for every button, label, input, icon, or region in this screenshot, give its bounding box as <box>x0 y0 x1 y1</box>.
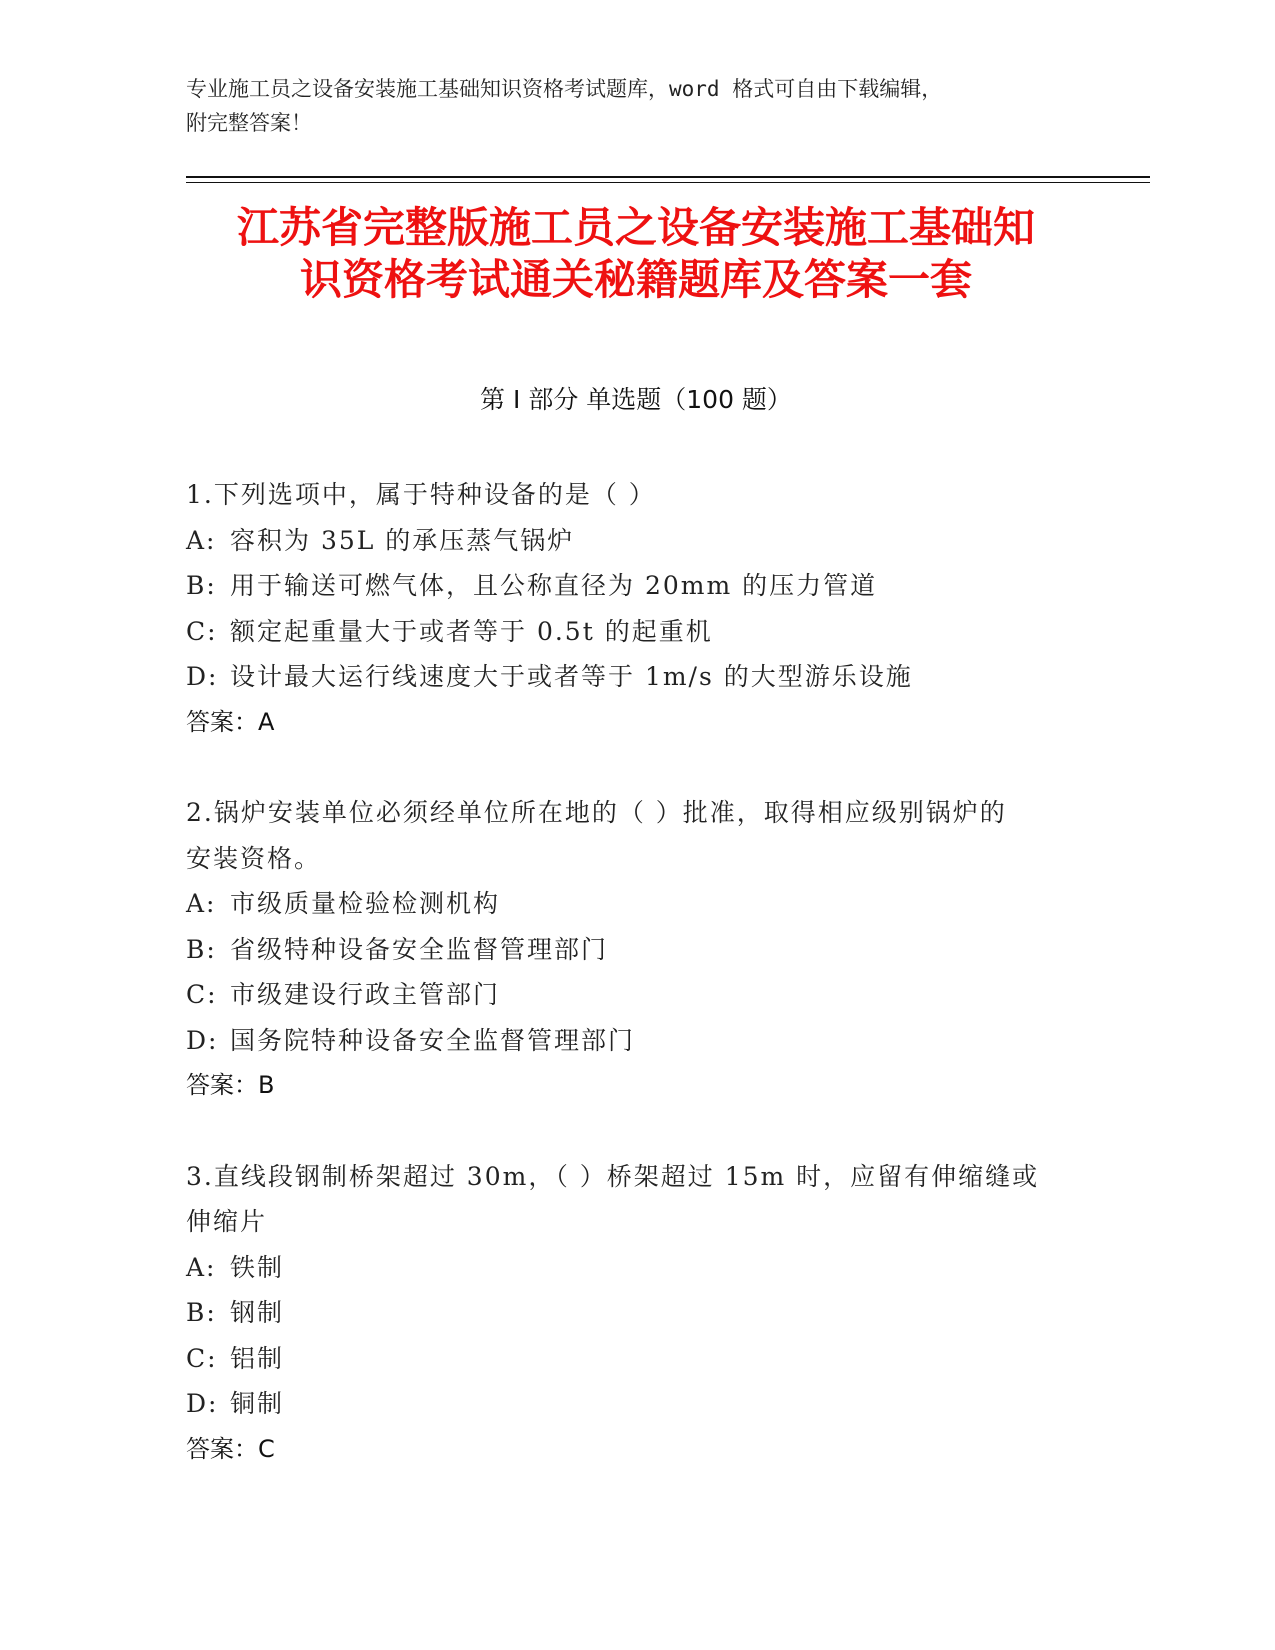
question-stem-line: 伸缩片 <box>186 1207 268 1236</box>
option-letter: A: <box>186 1252 217 1282</box>
question-stem-line: 2.锅炉安装单位必须经单位所在地的（ ）批准，取得相应级别锅炉的 <box>186 798 1007 827</box>
option-text: 铝制 <box>230 1343 285 1373</box>
header-note-line-2: 附完整答案！ <box>186 111 312 135</box>
question-1 <box>186 472 1086 745</box>
option-letter: C: <box>186 1343 218 1373</box>
option-text: 市级质量检验检测机构 <box>230 889 501 918</box>
answer-prefix: 答案： <box>186 1434 258 1463</box>
option-letter: B: <box>186 1298 217 1327</box>
option-text: 容积为 35L 的承压蒸气锅炉 <box>230 525 575 555</box>
option-letter: A: <box>186 889 217 918</box>
option-b <box>186 927 1086 973</box>
option-text: 铁制 <box>230 1252 285 1282</box>
answer-line <box>186 1427 1086 1473</box>
option-a <box>186 518 1086 564</box>
question-stem-line: 安装资格。 <box>186 843 322 873</box>
question-3 <box>186 1154 1086 1473</box>
question-stem-line: 1.下列选项中，属于特种设备的是（ ） <box>186 480 656 509</box>
header-note-line-1: 专业施工员之设备安装施工基础知识资格考试题库，word 格式可自由下载编辑， <box>186 77 943 101</box>
option-text: 省级特种设备安全监督管理部门 <box>230 934 609 964</box>
option-letter: C: <box>186 980 218 1009</box>
option-c <box>186 1336 1086 1382</box>
answer-prefix: 答案： <box>186 1071 258 1099</box>
section-title: 第 I 部分 单选题（100 题） <box>480 385 792 414</box>
option-text: 市级建设行政主管部门 <box>230 980 501 1009</box>
document-title-line-2: 识资格考试通关秘籍题库及答案一套 <box>299 255 972 304</box>
answer-line <box>186 700 1086 746</box>
option-a <box>186 881 1086 927</box>
header-note <box>186 72 1086 140</box>
option-letter: D: <box>186 1025 219 1055</box>
option-a <box>186 1245 1086 1291</box>
option-d <box>186 1018 1086 1064</box>
document-title <box>186 202 1086 306</box>
question-list <box>186 472 1086 1517</box>
header-divider-thick <box>186 176 1150 178</box>
option-letter: D: <box>186 662 219 691</box>
option-c <box>186 972 1086 1018</box>
option-letter: B: <box>186 571 217 600</box>
question-stem <box>186 472 1086 518</box>
option-text: 用于输送可燃气体，且公称直径为 20mm 的压力管道 <box>230 571 878 600</box>
question-stem <box>186 1154 1086 1245</box>
option-text: 国务院特种设备安全监督管理部门 <box>230 1025 636 1055</box>
option-d <box>186 1381 1086 1427</box>
answer-value: B <box>258 1071 275 1099</box>
option-c <box>186 609 1086 655</box>
question-stem <box>186 790 1086 881</box>
answer-value: C <box>258 1434 275 1463</box>
option-text: 额定起重量大于或者等于 0.5t 的起重机 <box>230 616 713 646</box>
answer-line <box>186 1063 1086 1109</box>
option-letter: A: <box>186 525 217 555</box>
option-letter: D: <box>186 1389 219 1418</box>
option-d <box>186 654 1086 700</box>
document-title-line-1: 江苏省完整版施工员之设备安装施工基础知 <box>236 203 1035 252</box>
option-text: 铜制 <box>230 1389 285 1418</box>
answer-prefix: 答案： <box>186 707 258 736</box>
option-letter: C: <box>186 616 218 646</box>
option-text: 钢制 <box>230 1298 285 1327</box>
option-letter: B: <box>186 934 217 964</box>
option-b <box>186 1290 1086 1336</box>
question-stem-line: 3.直线段钢制桥架超过 30m，（ ）桥架超过 15m 时，应留有伸缩缝或 <box>186 1161 1040 1191</box>
option-b <box>186 563 1086 609</box>
question-2 <box>186 790 1086 1109</box>
answer-value: A <box>258 707 275 736</box>
header-divider-thin <box>186 182 1150 183</box>
option-text: 设计最大运行线速度大于或者等于 1m/s 的大型游乐设施 <box>230 662 913 691</box>
